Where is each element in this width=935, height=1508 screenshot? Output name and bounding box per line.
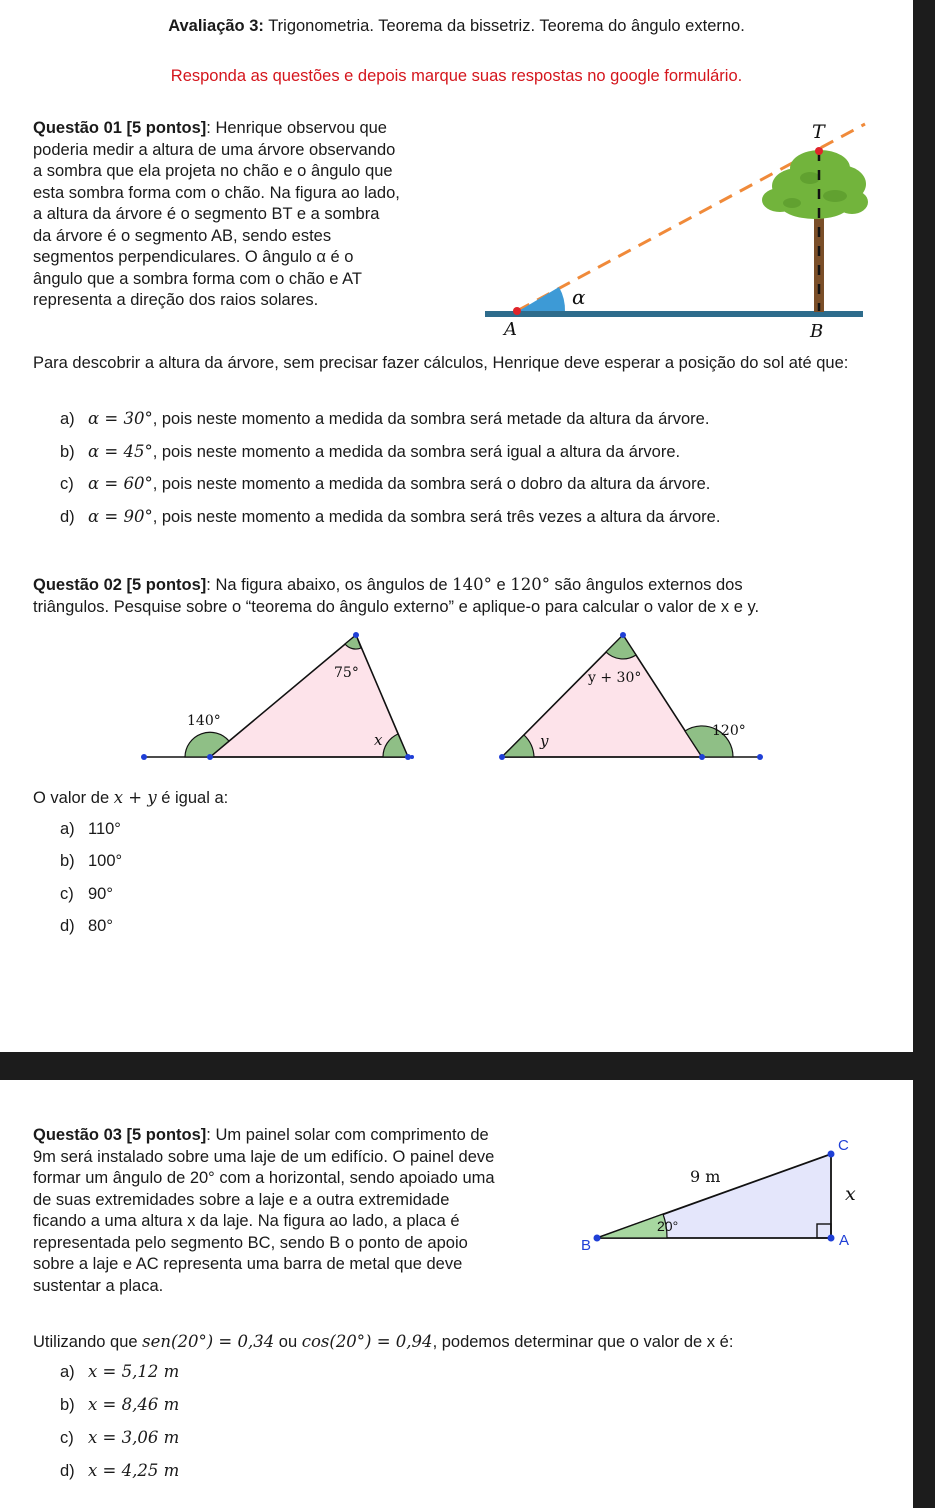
option-math: α = 45° xyxy=(88,442,153,461)
option-math: α = 90° xyxy=(88,507,153,526)
point xyxy=(499,754,505,760)
q3-line: de suas extremidades sobre a laje e a outra extremidade xyxy=(33,1190,450,1209)
q3-intro xyxy=(33,1125,553,1297)
option-letter: c) xyxy=(60,1429,74,1447)
q3-option-a[interactable] xyxy=(60,1361,179,1383)
option-letter: a) xyxy=(60,820,75,838)
point-c xyxy=(828,1151,835,1158)
tree-trunk xyxy=(814,208,824,312)
q1-line: : Henrique observou que xyxy=(206,119,387,137)
option-text: , pois neste momento a medida da sombra será igual a altura da árvore. xyxy=(152,443,681,461)
option-math: x = 5,12 m xyxy=(88,1362,180,1381)
q3-option-d[interactable] xyxy=(60,1460,179,1482)
option-letter: d) xyxy=(60,508,75,526)
triangle-figure-right xyxy=(490,625,780,770)
label-x: x xyxy=(374,731,383,749)
q3-line: sustentar a placa. xyxy=(33,1276,164,1295)
label-120: 120° xyxy=(712,723,746,739)
label-140: 140° xyxy=(187,713,221,729)
q1-line: representa a direção dos raios solares. xyxy=(33,291,319,309)
label-b: B xyxy=(810,321,824,342)
solar-panel-figure xyxy=(575,1130,870,1255)
option-letter: b) xyxy=(60,1396,75,1414)
q1-option-b[interactable] xyxy=(60,441,680,463)
label-a: A xyxy=(839,1232,850,1249)
option-math: x = 4,25 m xyxy=(88,1461,180,1480)
instruction-text: Responda as questões e depois marque suas respostas no google formulário. xyxy=(170,67,743,85)
q1-line: ângulo que a sombra forma com o chão e AT xyxy=(33,269,362,288)
option-letter: b) xyxy=(60,443,75,461)
q1-intro xyxy=(33,118,440,312)
triangle-right xyxy=(502,635,702,757)
page-gap xyxy=(0,1052,913,1080)
q1-line: a sombra que ela projeta no chão e o ângulo que xyxy=(33,162,393,180)
label-20: 20° xyxy=(657,1218,679,1234)
option-letter: c) xyxy=(60,475,74,493)
point xyxy=(141,754,147,760)
q1-line: segmentos perpendiculares. O ângulo α é o xyxy=(33,248,354,266)
label-alpha: α xyxy=(572,285,586,309)
tree-foliage xyxy=(762,150,868,219)
q2-angle-140: 140° xyxy=(452,575,492,594)
option-text: , pois neste momento a medida da sombra será o dobro da altura da árvore. xyxy=(152,475,711,493)
label-y-plus-30: y + 30° xyxy=(588,670,642,686)
point-a xyxy=(828,1235,835,1242)
q2-question-math: x + y xyxy=(113,788,157,807)
label-9m: 9 m xyxy=(690,1167,721,1186)
q1-line: esta sombra forma com o chão. Na figura ao lado, xyxy=(33,183,400,202)
q2-heading: Questão 02 [5 pontos] xyxy=(33,576,207,594)
label-x: x xyxy=(845,1183,856,1205)
label-y: y xyxy=(540,732,549,750)
q2-intro xyxy=(33,574,878,618)
q1-heading: Questão 01 [5 pontos] xyxy=(33,119,207,137)
point xyxy=(410,755,414,759)
q2-text-c: são ângulos externos dos xyxy=(549,576,743,594)
q3-given-a: Utilizando que xyxy=(33,1333,143,1351)
point xyxy=(353,632,359,638)
option-letter: c) xyxy=(60,885,74,903)
option-math: α = 30° xyxy=(88,409,153,428)
label-b: B xyxy=(581,1237,592,1254)
q2-option-c[interactable] xyxy=(60,883,113,905)
page-2 xyxy=(0,1080,913,1508)
q1-option-d[interactable] xyxy=(60,506,720,528)
label-75: 75° xyxy=(334,665,359,681)
q3-given xyxy=(33,1331,733,1354)
point-a xyxy=(513,307,521,315)
point xyxy=(620,632,626,638)
q3-line: formar um ângulo de 20° com a horizontal, sendo apoiado uma xyxy=(33,1169,495,1187)
option-letter: a) xyxy=(60,1363,75,1381)
label-a: A xyxy=(504,319,517,340)
label-c: C xyxy=(838,1137,849,1154)
alpha-angle-sector xyxy=(517,287,565,312)
q2-line2: triângulos. Pesquise sobre o “teorema do ângulo externo” e aplique-o para calcular o valor de x e y. xyxy=(33,597,760,616)
q1-line: da árvore é o segmento AB, sendo estes xyxy=(33,226,332,245)
q3-option-b[interactable] xyxy=(60,1394,179,1416)
option-math: α = 60° xyxy=(88,474,153,493)
option-text: 90° xyxy=(88,885,113,903)
label-t: T xyxy=(812,121,825,143)
q1-prompt: Para descobrir a altura da árvore, sem precisar fazer cálculos, Henrique deve esperar a posição do sol até que: xyxy=(33,354,849,372)
option-text: , pois neste momento a medida da sombra será três vezes a altura da árvore. xyxy=(152,508,721,526)
point-t xyxy=(815,147,823,155)
point-b xyxy=(594,1235,601,1242)
option-letter: a) xyxy=(60,410,75,428)
q3-line: 9m será instalado sobre uma laje de um edifício. O painel deve xyxy=(33,1147,495,1166)
q3-given-b: ou xyxy=(274,1333,302,1351)
option-math: x = 3,06 m xyxy=(88,1428,180,1447)
q2-text-a: : Na figura abaixo, os ângulos de xyxy=(206,576,453,594)
q3-line: sobre a laje e AC representa uma barra de metal que deve xyxy=(33,1255,463,1273)
q2-option-a[interactable] xyxy=(60,818,121,840)
option-text: 80° xyxy=(88,917,113,935)
q1-line: a altura da árvore é o segmento BT e a sombra xyxy=(33,205,380,223)
q3-given-cos: cos(20°) = 0,94 xyxy=(301,1332,433,1351)
point xyxy=(757,754,763,760)
q1-option-a[interactable] xyxy=(60,408,709,430)
q3-given-sen: sen(20°) = 0,34 xyxy=(142,1332,275,1351)
q2-question-a: O valor de xyxy=(33,789,114,807)
q3-heading: Questão 03 [5 pontos] xyxy=(33,1126,207,1144)
option-letter: d) xyxy=(60,1462,75,1480)
right-page-edge xyxy=(913,0,935,1508)
page-title xyxy=(0,16,913,38)
q3-line: ficando a uma altura x da laje. Na figura ao lado, a placa é xyxy=(33,1212,460,1230)
q3-option-c[interactable] xyxy=(60,1427,179,1449)
option-text: 110° xyxy=(88,820,121,838)
top-angle-arc-75 xyxy=(345,635,361,649)
q3-given-c: , podemos determinar que o valor de x é: xyxy=(432,1333,734,1351)
triangle-figure-left xyxy=(130,625,430,770)
option-letter: d) xyxy=(60,917,75,935)
q2-text-b: e xyxy=(491,576,511,594)
title-label: Avaliação 3: xyxy=(168,17,264,35)
q1-line: poderia medir a altura de uma árvore observando xyxy=(33,140,396,159)
title-text: Trigonometria. Teorema da bissetriz. Teorema do ângulo externo. xyxy=(268,17,745,35)
point xyxy=(699,754,705,760)
option-math: x = 8,46 m xyxy=(88,1395,180,1414)
option-letter: b) xyxy=(60,852,75,870)
q2-question-b: é igual a: xyxy=(156,789,229,807)
option-text: 100° xyxy=(88,852,123,870)
q3-line: : Um painel solar com comprimento de xyxy=(206,1126,489,1144)
point xyxy=(207,754,213,760)
q2-option-d[interactable] xyxy=(60,915,113,937)
ground-line xyxy=(485,311,863,317)
q2-option-b[interactable] xyxy=(60,850,122,872)
q2-question xyxy=(33,787,228,810)
option-text: , pois neste momento a medida da sombra será metade da altura da árvore. xyxy=(152,410,710,428)
q1-option-c[interactable] xyxy=(60,473,710,495)
q2-angle-120: 120° xyxy=(510,575,550,594)
q3-line: representada pelo segmento BC, sendo B o ponto de apoio xyxy=(33,1233,468,1252)
tree-shadow-figure xyxy=(480,108,880,343)
